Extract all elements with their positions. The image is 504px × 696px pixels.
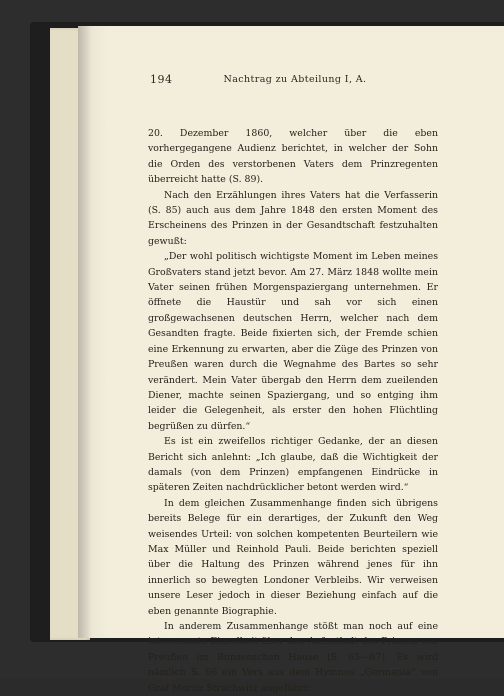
paragraph: Es ist ein zweifellos richtiger Gedanke, der an diesen Bericht sich anlehnt: „Ich glaube, daß die Wichtigkeit der damals (von dem Prinzen) empfangenen Eindrücke in späteren Zeiten nachdrücklicher betont werden wird.“	[148, 436, 438, 494]
paragraph: In anderem Zusammenhange stößt man noch auf eine interessante Einzelheit über den Aufenthalt des Prinzen von Preußen im Bunsenschen Hause (S. 65—67). Es wird nämlich S. 66 ein Vers aus dem Hymnus „Germania“ von Graf Moritz Strachwitz angeführt:	[148, 621, 438, 694]
paragraph: Nach den Erzählungen ihres Vaters hat die Verfasserin (S. 85) auch aus dem Jahre 1848 den ersten Moment des Erscheinens des Prinzen in der Gesandtschaft festzuhalten gewußt:	[148, 189, 438, 247]
running-head: Nachtrag zu Abteilung I, A.	[223, 74, 367, 85]
paragraph: In dem gleichen Zusammenhange finden sich übrigens bereits Belege für ein derartiges, der Zukunft den Weg weisendes Urteil: von solchen kompetenten Beurteilern wie Max Müller und Reinhold Pauli. Beide berichten speziell über die Haltung des Prinzen während jenes für ihn innerlich so bewegten Londoner Verbleibs. Wir verweisen unsere Leser jedoch in dieser Beziehung einfach auf die eben genannte Biographie.	[148, 497, 438, 617]
page-number: 194	[150, 73, 173, 86]
paragraph: 20. Dezember 1860, welcher über die eben vorhergegangene Audienz berichtet, in welcher der Sohn die Orden des verstorbenen Vaters dem Prinzregenten überreicht hatte (S. 89).	[148, 128, 438, 186]
gutter-shadow	[78, 26, 92, 638]
book-page	[78, 26, 504, 694]
quotation-paragraph: „Der wohl politisch wichtigste Moment im Leben meines Großvaters stand jetzt bevor. Am 27. März 1848 wollte mein Vater seinen frühen Morgenspaziergang unternehmen. Er öffnete die Haustür und sah vor sich einen großgewachsenen deutschen Herrn, welcher nach dem Gesandten fragte. Beide fixierten sich, der Fremde schien eine Erkennung zu erwarten, aber die Züge des Prinzen von Preußen waren durch die Wegnahme des Bartes so sehr verändert. Mein Vater übergab den Herrn dem zueilenden Diener, machte seinen Spaziergang, und so entging ihm leider die Gelegenheit, als erster den hohen Flüchtling begrüßen zu dürfen.“	[148, 251, 438, 432]
body-text	[148, 126, 438, 696]
page-header	[150, 73, 440, 89]
